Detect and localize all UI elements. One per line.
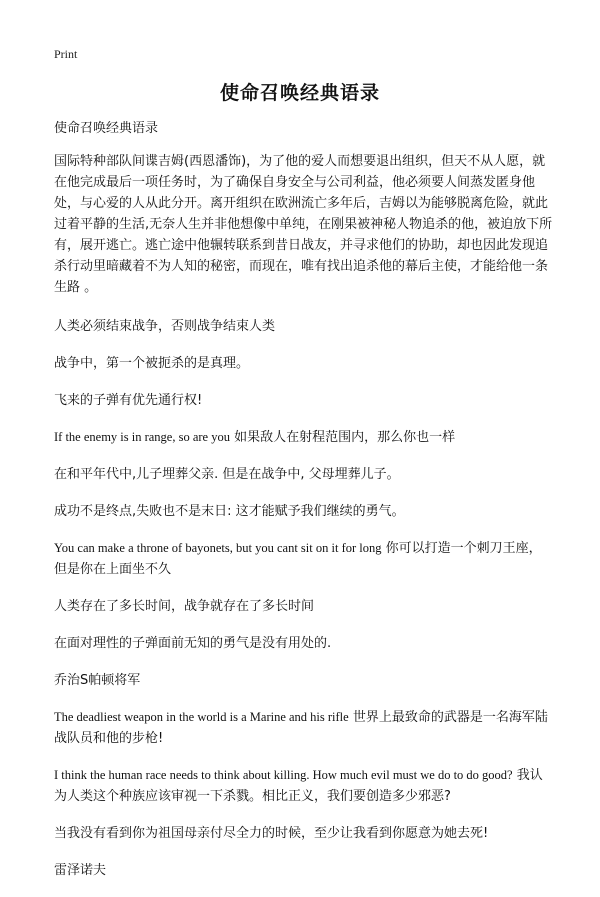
quote-7-english: You can make a throne of bayonets, but you cant sit on it for long — [54, 541, 382, 555]
quote-6: 成功不是终点,失败也不是末日: 这才能赋予我们继续的勇气。 — [54, 504, 405, 519]
quote-7 — [54, 538, 554, 580]
quote-12-english: I think the human race needs to think about killing. How much evil must we do to do good? — [54, 768, 513, 782]
print-link[interactable]: Print — [54, 47, 78, 61]
quote-4 — [54, 427, 554, 448]
document-subtitle: 使命召唤经典语录 — [54, 121, 159, 136]
quote-3: 飞来的子弹有优先通行权! — [54, 393, 203, 408]
quote-2: 战争中，第一个被扼杀的是真理。 — [54, 356, 250, 371]
quote-4-chinese: 如果敌人在射程范围内，那么你也一样 — [229, 430, 456, 445]
quote-13: 当我没有看到你为祖国母亲付尽全力的时候，至少让我看到你愿意为她去死! — [54, 826, 489, 841]
quote-12-chinese: 我认为人类这个种族应该审视一下杀戮。相比正义，我们要创造多少邪恶? — [54, 768, 543, 804]
document-body — [54, 118, 554, 897]
quote-5: 在和平年代中,儿子埋葬父亲. 但是在战争中, 父母埋葬儿子。 — [54, 467, 400, 482]
quote-1: 人类必须结束战争，否则战争结束人类 — [54, 319, 276, 334]
quote-11-chinese: 世界上最致命的武器是一名海军陆战队员和他的步枪! — [54, 710, 548, 746]
intro-paragraph: 国际特种部队间谍吉姆(西恩潘饰)，为了他的爱人而想要退出组织，但天不从人愿，就在他完成最后一项任务时，为了确保自身安全与公司利益，他必须要人间蒸发匿身他处，与心爱的人从此分开。离开组织在欧洲流亡多年后，吉姆以为能够脱离危险，就此过着平静的生活,无奈人生并非他想像中单纯，在刚果被神秘人物追杀的他，被迫放下所有，展开逃亡。逃亡途中他辗转联系到昔日战友，并寻求他们的协助，却也因此发现追杀行动里暗藏着不为人知的秘密，而现在，唯有找出追杀他的幕后主使，才能给他一条生路 。 — [54, 154, 553, 295]
quote-8: 人类存在了多长时间，战争就存在了多长时间 — [54, 599, 315, 614]
quote-10-attribution: 乔治S帕顿将军 — [54, 673, 141, 688]
quote-7-chinese: 你可以打造一个刺刀王座，但是你在上面坐不久 — [54, 541, 542, 577]
quote-9: 在面对理性的子弹面前无知的勇气是没有用处的. — [54, 636, 332, 651]
quote-11 — [54, 707, 554, 749]
quote-4-english: If the enemy is in range, so are you — [54, 430, 230, 444]
page-title: 使命召唤经典语录 — [219, 82, 380, 104]
quote-12 — [54, 765, 554, 807]
quote-14-attribution: 雷泽诺夫 — [54, 863, 107, 878]
quote-11-english: The deadliest weapon in the world is a Marine and his rifle — [54, 710, 349, 724]
